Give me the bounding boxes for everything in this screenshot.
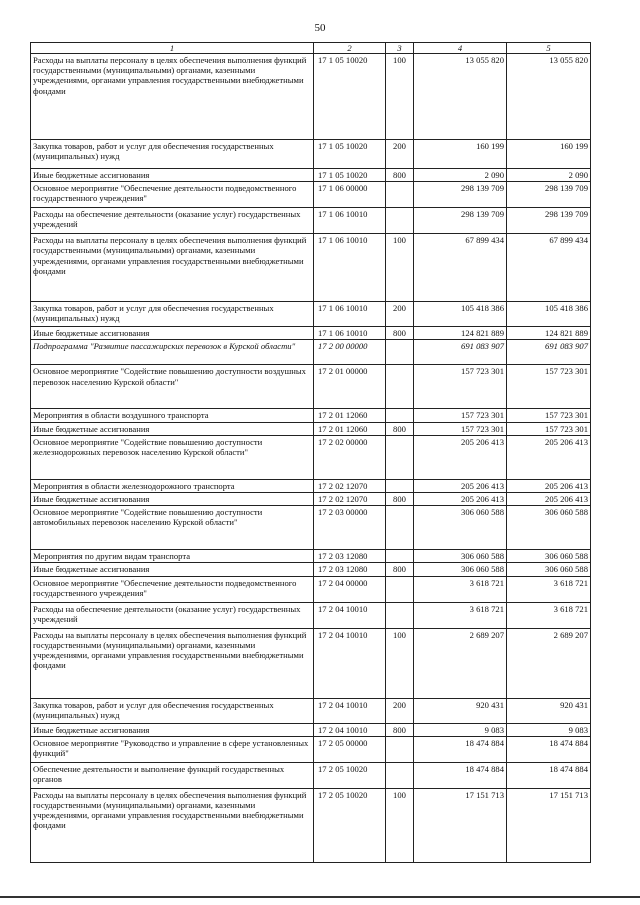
row-value-2019-cell: 124 821 889 [414, 327, 507, 340]
row-code-cell: 17 2 04 10010 [314, 723, 386, 736]
row-value-total-cell: 3 618 721 [507, 576, 591, 602]
row-value-2019-cell: 157 723 301 [414, 422, 507, 435]
table-row [31, 506, 591, 550]
table-header-row [31, 43, 591, 54]
row-type-cell [386, 340, 414, 365]
row-code-cell: 17 1 05 10020 [314, 140, 386, 169]
row-value-total-cell: 3 618 721 [507, 602, 591, 628]
table-row [31, 628, 591, 698]
row-value-2019-cell: 306 060 588 [414, 506, 507, 550]
table-row [31, 788, 591, 862]
table-row [31, 422, 591, 435]
row-code-cell: 17 2 05 10020 [314, 762, 386, 788]
row-type-cell [386, 762, 414, 788]
row-value-total-cell: 306 060 588 [507, 550, 591, 563]
row-type-cell [386, 602, 414, 628]
row-name-cell: Иные бюджетные ассигнования [31, 493, 314, 506]
row-code-cell: 17 2 04 10010 [314, 698, 386, 723]
row-code-cell: 17 2 05 10020 [314, 788, 386, 862]
row-name-cell: Основное мероприятие "Обеспечение деятельности подведомственного государственного учреждения" [31, 182, 314, 208]
row-value-2019-cell: 157 723 301 [414, 365, 507, 409]
row-value-total-cell: 298 139 709 [507, 182, 591, 208]
row-value-total-cell: 18 474 884 [507, 736, 591, 762]
row-name-cell: Расходы на выплаты персоналу в целях обеспечения выполнения функций государственными (муниципальными) органами, казенными учреждениями, органами управления государственными внебюджетными фондами [31, 54, 314, 140]
row-type-cell: 100 [386, 628, 414, 698]
row-name-cell: Иные бюджетные ассигнования [31, 723, 314, 736]
row-type-cell [386, 479, 414, 492]
row-type-cell: 200 [386, 302, 414, 327]
row-value-2019-cell: 3 618 721 [414, 602, 507, 628]
row-value-2019-cell: 67 899 434 [414, 234, 507, 302]
page-bottom-rule [0, 896, 640, 898]
header-col-5: 5 [507, 43, 591, 54]
row-value-total-cell: 157 723 301 [507, 422, 591, 435]
table-row [31, 169, 591, 182]
row-code-cell: 17 2 02 12070 [314, 479, 386, 492]
row-type-cell [386, 736, 414, 762]
row-value-2019-cell: 306 060 588 [414, 550, 507, 563]
row-code-cell: 17 1 05 10020 [314, 169, 386, 182]
row-type-cell [386, 409, 414, 422]
row-value-total-cell: 306 060 588 [507, 563, 591, 576]
row-value-2019-cell: 298 139 709 [414, 208, 507, 234]
row-name-cell: Обеспечение деятельности и выполнение функций государственных органов [31, 762, 314, 788]
row-value-total-cell: 205 206 413 [507, 435, 591, 479]
row-type-cell [386, 365, 414, 409]
header-col-3: 3 [386, 43, 414, 54]
header-col-2: 2 [314, 43, 386, 54]
row-code-cell: 17 1 06 10010 [314, 302, 386, 327]
row-value-2019-cell: 2 090 [414, 169, 507, 182]
row-type-cell: 100 [386, 788, 414, 862]
row-name-cell: Основное мероприятие "Руководство и управление в сфере установленных функций" [31, 736, 314, 762]
row-value-total-cell: 2 689 207 [507, 628, 591, 698]
row-name-cell: Расходы на обеспечение деятельности (оказание услуг) государственных учреждений [31, 208, 314, 234]
row-type-cell: 200 [386, 698, 414, 723]
row-name-cell: Иные бюджетные ассигнования [31, 169, 314, 182]
row-code-cell: 17 2 02 12070 [314, 493, 386, 506]
row-type-cell: 800 [386, 169, 414, 182]
row-code-cell: 17 2 02 00000 [314, 435, 386, 479]
row-value-2019-cell: 691 083 907 [414, 340, 507, 365]
table-row [31, 365, 591, 409]
row-value-total-cell: 691 083 907 [507, 340, 591, 365]
row-value-2019-cell: 298 139 709 [414, 182, 507, 208]
row-type-cell [386, 208, 414, 234]
row-value-total-cell: 205 206 413 [507, 493, 591, 506]
row-code-cell: 17 2 01 00000 [314, 365, 386, 409]
table-row [31, 736, 591, 762]
row-type-cell: 800 [386, 422, 414, 435]
row-code-cell: 17 1 06 10010 [314, 208, 386, 234]
row-name-cell: Подпрограмма "Развитие пассажирских перевозок в Курской области" [31, 340, 314, 365]
row-code-cell: 17 1 05 10020 [314, 54, 386, 140]
page-number: 50 [314, 22, 326, 34]
row-value-total-cell: 13 055 820 [507, 54, 591, 140]
row-name-cell: Расходы на выплаты персоналу в целях обеспечения выполнения функций государственными (муниципальными) органами, казенными учреждениями, органами управления государственными внебюджетными фондами [31, 628, 314, 698]
row-value-2019-cell: 157 723 301 [414, 409, 507, 422]
header-col-1: 1 [31, 43, 314, 54]
table-row [31, 762, 591, 788]
row-value-2019-cell: 3 618 721 [414, 576, 507, 602]
row-type-cell [386, 550, 414, 563]
row-name-cell: Основное мероприятие "Содействие повышению доступности автомобильных перевозок населению Курской области" [31, 506, 314, 550]
row-name-cell: Иные бюджетные ассигнования [31, 422, 314, 435]
table-row [31, 576, 591, 602]
row-name-cell: Закупка товаров, работ и услуг для обеспечения государственных (муниципальных) нужд [31, 302, 314, 327]
row-type-cell [386, 506, 414, 550]
row-value-total-cell: 157 723 301 [507, 409, 591, 422]
row-value-2019-cell: 205 206 413 [414, 493, 507, 506]
table-row [31, 182, 591, 208]
row-value-total-cell: 17 151 713 [507, 788, 591, 862]
row-value-total-cell: 920 431 [507, 698, 591, 723]
table-row [31, 602, 591, 628]
row-value-total-cell: 306 060 588 [507, 506, 591, 550]
table-row [31, 54, 591, 140]
table-row [31, 493, 591, 506]
row-type-cell [386, 576, 414, 602]
row-value-2019-cell: 205 206 413 [414, 435, 507, 479]
row-value-total-cell: 67 899 434 [507, 234, 591, 302]
row-value-2019-cell: 2 689 207 [414, 628, 507, 698]
row-value-total-cell: 124 821 889 [507, 327, 591, 340]
row-type-cell [386, 182, 414, 208]
row-type-cell: 200 [386, 140, 414, 169]
row-code-cell: 17 2 01 12060 [314, 422, 386, 435]
row-code-cell: 17 1 06 10010 [314, 327, 386, 340]
row-value-2019-cell: 105 418 386 [414, 302, 507, 327]
row-name-cell: Мероприятия в области воздушного транспорта [31, 409, 314, 422]
row-code-cell: 17 2 04 00000 [314, 576, 386, 602]
table-row [31, 698, 591, 723]
header-col-4: 4 [414, 43, 507, 54]
row-name-cell: Расходы на обеспечение деятельности (оказание услуг) государственных учреждений [31, 602, 314, 628]
row-name-cell: Расходы на выплаты персоналу в целях обеспечения выполнения функций государственными (муниципальными) органами, казенными учреждениями, органами управления государственными внебюджетными фондами [31, 788, 314, 862]
table-row [31, 140, 591, 169]
budget-table [30, 42, 591, 863]
row-code-cell: 17 2 01 12060 [314, 409, 386, 422]
row-name-cell: Основное мероприятие "Содействие повышению доступности воздушных перевозок населению Курской области" [31, 365, 314, 409]
row-value-2019-cell: 920 431 [414, 698, 507, 723]
row-code-cell: 17 2 04 10010 [314, 628, 386, 698]
row-code-cell: 17 2 03 12080 [314, 550, 386, 563]
row-type-cell: 800 [386, 563, 414, 576]
row-name-cell: Основное мероприятие "Обеспечение деятельности подведомственного государственного учреждения" [31, 576, 314, 602]
row-type-cell: 100 [386, 234, 414, 302]
row-type-cell: 800 [386, 493, 414, 506]
row-value-total-cell: 18 474 884 [507, 762, 591, 788]
table-row [31, 234, 591, 302]
table-row [31, 435, 591, 479]
row-code-cell: 17 2 05 00000 [314, 736, 386, 762]
row-name-cell: Закупка товаров, работ и услуг для обеспечения государственных (муниципальных) нужд [31, 140, 314, 169]
row-name-cell: Мероприятия по другим видам транспорта [31, 550, 314, 563]
row-value-total-cell: 298 139 709 [507, 208, 591, 234]
row-value-2019-cell: 17 151 713 [414, 788, 507, 862]
row-code-cell: 17 2 00 00000 [314, 340, 386, 365]
row-type-cell: 800 [386, 723, 414, 736]
row-name-cell: Закупка товаров, работ и услуг для обеспечения государственных (муниципальных) нужд [31, 698, 314, 723]
row-value-2019-cell: 13 055 820 [414, 54, 507, 140]
row-type-cell: 800 [386, 327, 414, 340]
row-name-cell: Иные бюджетные ассигнования [31, 563, 314, 576]
row-code-cell: 17 2 03 00000 [314, 506, 386, 550]
table-row [31, 340, 591, 365]
row-type-cell [386, 435, 414, 479]
table-row [31, 327, 591, 340]
table-row [31, 208, 591, 234]
row-value-2019-cell: 18 474 884 [414, 762, 507, 788]
table-row [31, 479, 591, 492]
table-body [31, 54, 591, 863]
row-value-total-cell: 9 083 [507, 723, 591, 736]
table-row [31, 550, 591, 563]
row-code-cell: 17 1 06 00000 [314, 182, 386, 208]
table-row [31, 409, 591, 422]
row-value-total-cell: 2 090 [507, 169, 591, 182]
row-value-2019-cell: 205 206 413 [414, 479, 507, 492]
row-value-total-cell: 105 418 386 [507, 302, 591, 327]
table-row [31, 302, 591, 327]
row-value-2019-cell: 160 199 [414, 140, 507, 169]
row-value-2019-cell: 18 474 884 [414, 736, 507, 762]
row-name-cell: Основное мероприятие "Содействие повышению доступности железнодорожных перевозок населению Курской области" [31, 435, 314, 479]
row-code-cell: 17 1 06 10010 [314, 234, 386, 302]
table-row [31, 723, 591, 736]
row-name-cell: Мероприятия в области железнодорожного транспорта [31, 479, 314, 492]
row-type-cell: 100 [386, 54, 414, 140]
row-value-total-cell: 205 206 413 [507, 479, 591, 492]
row-name-cell: Расходы на выплаты персоналу в целях обеспечения выполнения функций государственными (муниципальными) органами, казенными учреждениями, органами управления государственными внебюджетными фондами [31, 234, 314, 302]
row-code-cell: 17 2 04 10010 [314, 602, 386, 628]
row-value-2019-cell: 306 060 588 [414, 563, 507, 576]
row-value-total-cell: 157 723 301 [507, 365, 591, 409]
table-row [31, 563, 591, 576]
row-value-2019-cell: 9 083 [414, 723, 507, 736]
row-value-total-cell: 160 199 [507, 140, 591, 169]
row-code-cell: 17 2 03 12080 [314, 563, 386, 576]
row-name-cell: Иные бюджетные ассигнования [31, 327, 314, 340]
